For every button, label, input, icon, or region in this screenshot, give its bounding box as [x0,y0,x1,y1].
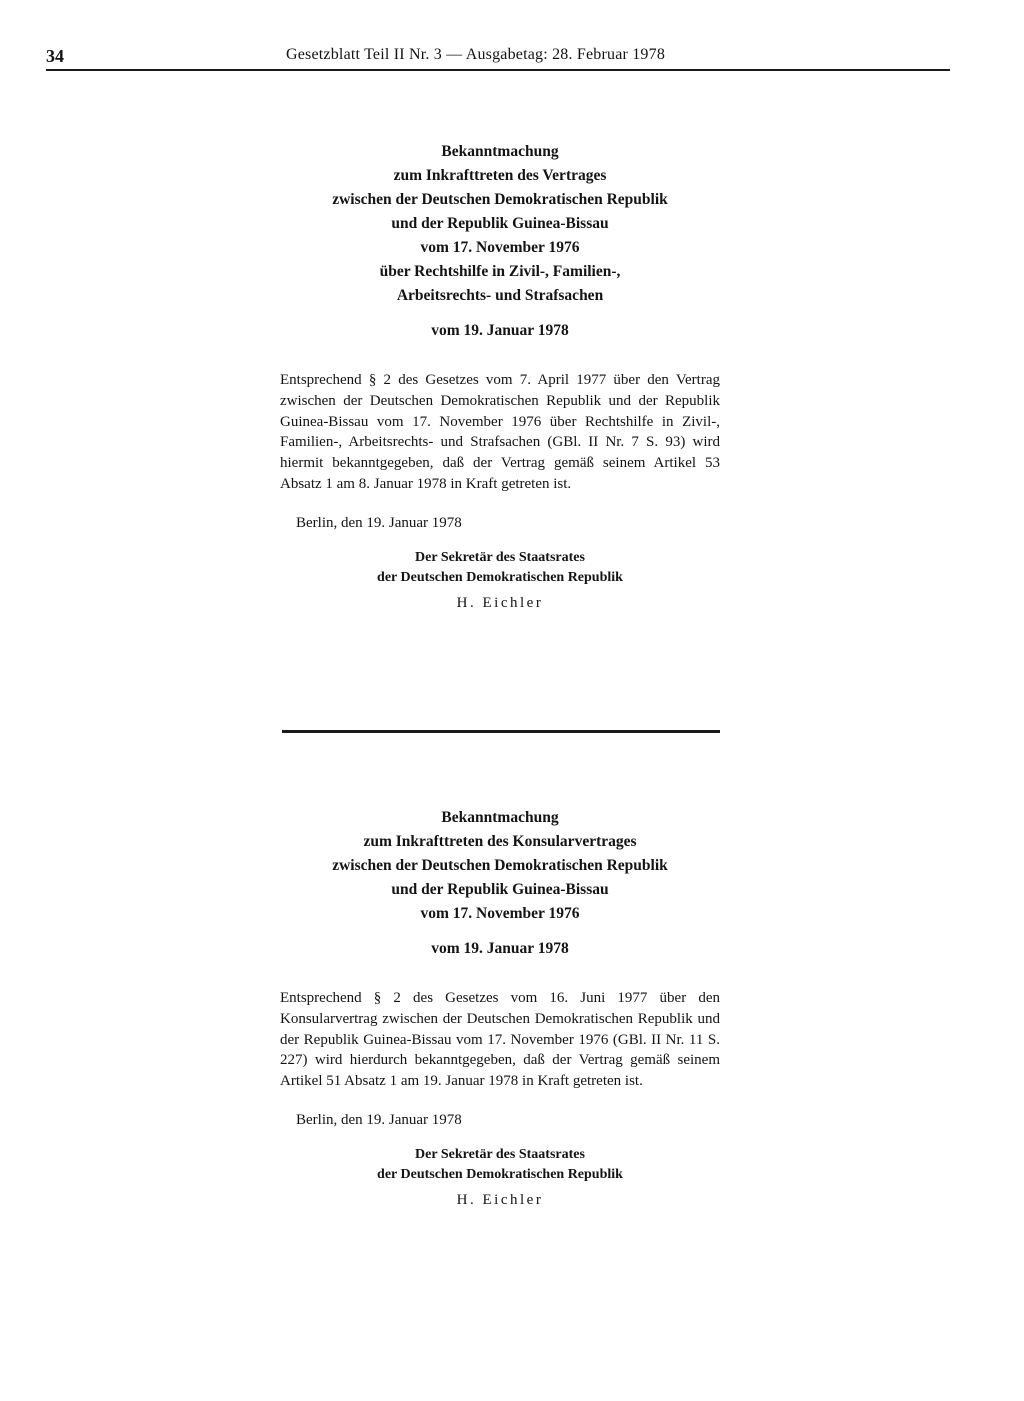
announcement-title [280,140,720,308]
signatory-line: der Deutschen Demokratischen Republik [377,1167,623,1183]
title-line: vom 17. November 1976 [420,239,580,256]
title-line: Arbeitsrechts- und Strafsachen [396,287,604,304]
title-line: zum Inkrafttreten des Vertrages [393,167,607,184]
signature-name: H. Eichler [456,594,544,611]
title-line: über Rechtshilfe in Zivil-, Familien-, [379,263,621,280]
header-rule [46,69,950,71]
place-date: Berlin, den 19. Januar 1978 [296,1111,462,1128]
announcement-date: vom 19. Januar 1978 [431,940,569,957]
title-line: Bekanntmachung [441,809,559,826]
running-header: Gesetzblatt Teil II Nr. 3 — Ausgabetag: 28. Februar 1978 [286,46,666,63]
announcement-1 [280,140,720,612]
title-line: zwischen der Deutschen Demokratischen Republik [332,857,668,874]
signatory-line: Der Sekretär des Staatsrates [415,1146,585,1162]
section-divider [282,730,720,733]
signatory-line: der Deutschen Demokratischen Republik [377,570,623,586]
place-date: Berlin, den 19. Januar 1978 [296,514,462,531]
page-number: 34 [46,46,64,66]
signature-name: H. Eichler [456,1191,544,1208]
title-line: zwischen der Deutschen Demokratischen Republik [332,191,668,208]
announcement-body: Entsprechend § 2 des Gesetzes vom 16. Juni 1977 über den Konsularvertrag zwischen der Deutschen Demokratischen Republik und der Republik Guinea-Bissau vom 17. November 1976 (GBl. II Nr. 11 S. 227) wird hierdurch bekanntgegeben, daß der Vertrag gemäß seinem Artikel 51 Absatz 1 am 19. Januar 1978 in Kraft getreten ist. [280,990,720,1090]
signatory-block [280,548,720,589]
title-line: und der Republik Guinea-Bissau [391,881,609,898]
announcement-title [280,806,720,926]
title-line: Bekanntmachung [441,143,559,160]
announcement-date: vom 19. Januar 1978 [431,322,569,339]
title-line: vom 17. November 1976 [420,905,580,922]
title-line: zum Inkrafttreten des Konsularvertrages [363,833,637,850]
announcement-body: Entsprechend § 2 des Gesetzes vom 7. April 1977 über den Vertrag zwischen der Deutschen Demokratischen Republik und der Republik Guinea-Bissau vom 17. November 1976 über Rechtshilfe in Zivil-, Familien-, Arbeitsrechts- und Strafsachen (GBl. II Nr. 7 S. 93) wird hiermit bekanntgegeben, daß der Vertrag gemäß seinem Artikel 53 Absatz 1 am 8. Januar 1978 in Kraft getreten ist. [280,372,720,492]
announcement-2 [280,806,720,1209]
title-line: und der Republik Guinea-Bissau [391,215,609,232]
signatory-line: Der Sekretär des Staatsrates [415,549,585,565]
signatory-block [280,1145,720,1186]
